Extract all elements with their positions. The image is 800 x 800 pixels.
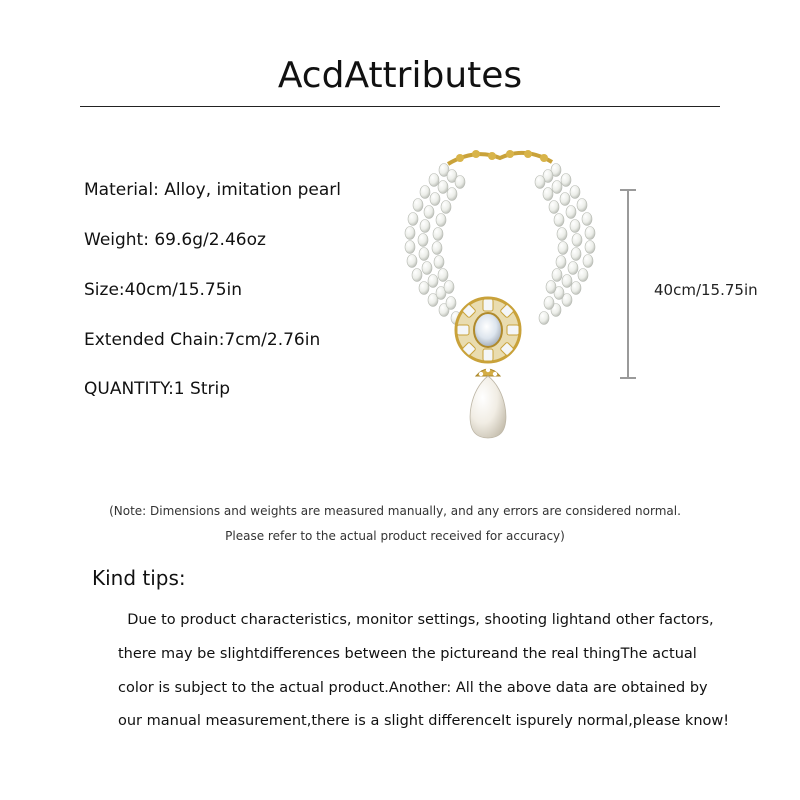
kind-tips-heading: Kind tips: xyxy=(92,566,186,590)
size-dimension-label: 40cm/15.75in xyxy=(654,281,758,299)
page-title: AcdAttributes xyxy=(277,55,523,96)
attribute-quantity: QUANTITY:1 Strip xyxy=(84,379,230,399)
measurement-note-line2: Please refer to the actual product received for accuracy) xyxy=(225,529,565,543)
crystal-brooch xyxy=(456,298,520,362)
necklace-product-image xyxy=(360,140,620,450)
clasp-chain xyxy=(448,150,552,164)
kind-tips-line: Due to product characteristics, monitor settings, shooting lightand other factors, xyxy=(118,612,714,628)
kind-tips-line: there may be slightdifferences between the pictureand the real thingThe actual xyxy=(118,646,697,662)
title-divider xyxy=(80,106,720,107)
attribute-material: Material: Alloy, imitation pearl xyxy=(84,180,341,200)
kind-tips-line: our manual measurement,there is a slight differenceIt ispurely normal,please know! xyxy=(118,713,730,729)
size-dimension-indicator xyxy=(616,188,640,380)
measurement-note-line1: (Note: Dimensions and weights are measured manually, and any errors are considered normal. xyxy=(109,504,681,518)
attribute-size: Size:40cm/15.75in xyxy=(84,280,243,300)
pearl-drop-pendant xyxy=(470,368,506,438)
attribute-weight: Weight: 69.6g/2.46oz xyxy=(84,230,266,250)
kind-tips-line: color is subject to the actual product.Another: All the above data are obtained by xyxy=(118,680,708,696)
pearl-strands-right xyxy=(535,164,595,325)
pearl-strands-left xyxy=(405,164,465,325)
attribute-extended-chain: Extended Chain:7cm/2.76in xyxy=(84,330,321,350)
